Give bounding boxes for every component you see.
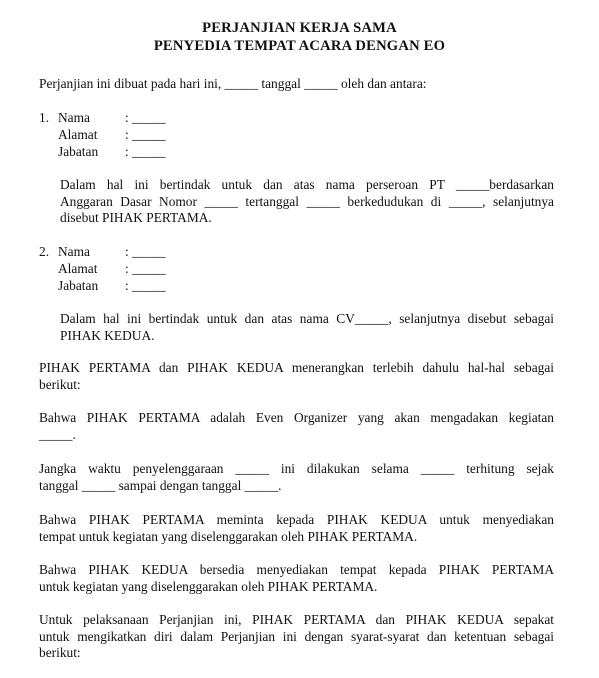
party-2-name-row — [58, 244, 166, 261]
field-value: : _____ — [125, 144, 166, 159]
field-label: Nama — [58, 244, 90, 259]
party-2-number: 2. — [39, 244, 50, 259]
text-line: Bahwa PIHAK PERTAMA meminta kepada PIHAK KEDUA untuk menyediakan — [39, 512, 554, 527]
text-line: Jangka waktu penyelenggaraan _____ ini dilakukan selama _____ terhitung sejak — [39, 461, 554, 476]
text-line: _____. — [39, 426, 76, 442]
text-line: PIHAK KEDUA. — [60, 327, 155, 343]
recital-paragraph — [39, 461, 554, 494]
party-2-description — [60, 311, 554, 344]
text-line: Bahwa PIHAK KEDUA bersedia menyediakan tempat kepada PIHAK PERTAMA — [39, 562, 554, 577]
text-line: berikut: — [39, 645, 81, 660]
field-value: : _____ — [125, 244, 166, 259]
field-label: Jabatan — [58, 278, 99, 293]
text-line: berikut: — [39, 376, 81, 392]
title-line-2: PENYEDIA TEMPAT ACARA DENGAN EO — [153, 38, 446, 54]
party-1-address-row — [58, 127, 166, 144]
text-line: Dalam hal ini bertindak untuk dan atas nama CV_____, selanjutnya disebut sebagai — [60, 311, 554, 326]
text-line: tanggal _____ sampai dengan tanggal _____. — [39, 477, 282, 493]
field-value: : _____ — [125, 278, 166, 293]
party-2-position-row — [58, 278, 166, 295]
party-2-address-row — [58, 261, 166, 278]
field-value: : _____ — [125, 261, 166, 276]
text-line: Untuk pelaksanaan Perjanjian ini, PIHAK PERTAMA dan PIHAK KEDUA sepakat — [39, 612, 554, 627]
text-line: tempat untuk kegiatan yang diselenggarakan oleh PIHAK PERTAMA. — [39, 528, 418, 544]
recital-paragraph — [39, 562, 554, 595]
text-line: untuk mengikatkan diri dalam Perjanjian ini dengan syarat-syarat dan ketentuan sebagai — [39, 628, 554, 644]
party-1-number: 1. — [39, 110, 50, 125]
document-title — [0, 19, 599, 55]
recital-paragraph — [39, 360, 554, 393]
field-value: : _____ — [125, 127, 166, 142]
intro-paragraph: Perjanjian ini dibuat pada hari ini, _____ tanggal _____ oleh dan antara: — [39, 76, 427, 91]
field-value: : _____ — [125, 110, 166, 125]
text-line: Bahwa PIHAK PERTAMA adalah Even Organizer yang akan mengadakan kegiatan — [39, 410, 554, 425]
text-line: untuk kegiatan yang diselenggarakan oleh PIHAK PERTAMA. — [39, 578, 378, 594]
field-label: Jabatan — [58, 144, 99, 159]
closing-paragraph — [39, 612, 554, 662]
text-line: PIHAK PERTAMA dan PIHAK KEDUA menerangkan terlebih dahulu hal-hal sebagai — [39, 360, 554, 375]
text-line: disebut PIHAK PERTAMA. — [60, 210, 212, 225]
party-1-name-row — [58, 110, 166, 127]
text-line: Anggaran Dasar Nomor _____ tertanggal _____ berkedudukan di _____, selanjutnya — [60, 193, 554, 209]
field-label: Nama — [58, 110, 90, 125]
recital-paragraph — [39, 410, 554, 443]
field-label: Alamat — [58, 261, 98, 276]
party-1-position-row — [58, 144, 166, 161]
recital-paragraph — [39, 512, 554, 545]
party-1-description — [60, 177, 554, 227]
title-line-1: PERJANJIAN KERJA SAMA — [202, 20, 397, 36]
field-label: Alamat — [58, 127, 98, 142]
text-line: Dalam hal ini bertindak untuk dan atas nama perseroan PT _____berdasarkan — [60, 177, 554, 192]
